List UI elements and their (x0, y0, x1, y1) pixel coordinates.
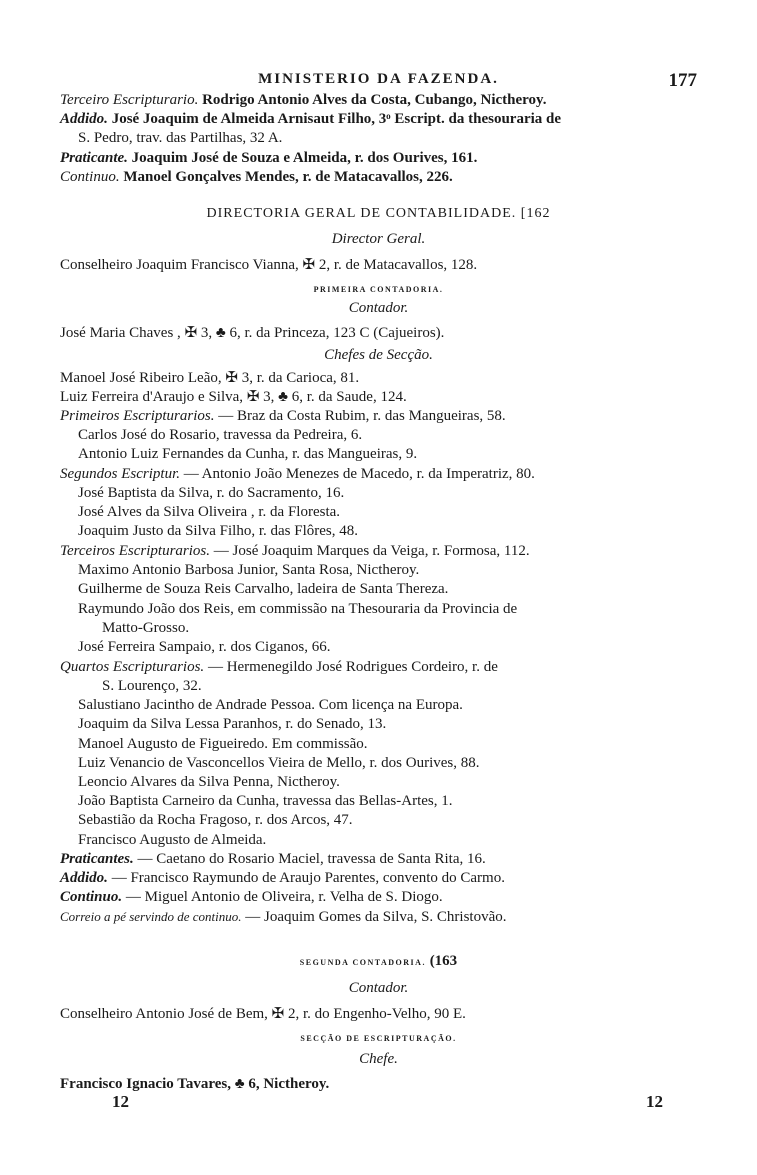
order-cross-icon: ✠ (225, 370, 238, 386)
order-cross-icon: ✠ (302, 257, 316, 273)
seccao-title: SECÇÃO DE ESCRIPTURAÇÃO. (300, 1034, 457, 1043)
role-label: Terceiros Escripturarios. (60, 543, 211, 559)
contador-label: Contador. (348, 300, 409, 316)
chefe-entry: Manoel José Ribeiro Leão, ✠ 3, r. da Carioca, 81. (60, 370, 360, 386)
list-item: Joaquim Justo da Silva Filho, r. das Flôres, 48. (78, 523, 359, 539)
role-label: Continuo. (60, 889, 123, 905)
entry-addido-cont (78, 129, 282, 147)
order-rose-icon: ♣ (278, 389, 288, 405)
running-head: MINISTERIO DA FAZENDA. (258, 71, 499, 87)
list-item: Carlos José do Rosario, travessa da Pedreira, 6. (78, 427, 363, 443)
list-item: Correio a pé servindo de continuo. — Joaquim Gomes da Silva, S. Christovão. (60, 909, 507, 925)
list-item: Sebastião da Rocha Fragoso, r. dos Arcos, 47. (78, 812, 353, 828)
contador-entry: Conselheiro Antonio José de Bem, ✠ 2, r. do Engenho-Velho, 90 E. (60, 1006, 466, 1022)
list-item: João Baptista Carneiro da Cunha, travessa das Bellas-Artes, 1. (78, 793, 453, 809)
role-label: Praticante. (60, 150, 128, 166)
list-item: José Baptista da Silva, r. do Sacramento, 16. (78, 485, 345, 501)
list-item: Terceiros Escripturarios. — José Joaquim Marques da Veiga, r. Formosa, 112. (60, 543, 530, 559)
list-item: Primeiros Escripturarios. — Braz da Costa Rubim, r. das Mangueiras, 58. (60, 408, 506, 424)
section-title-segunda: SEGUNDA CONTADORIA. (163 (299, 953, 458, 969)
role-label: Addido. (60, 870, 108, 886)
list-item: Antonio Luiz Fernandes da Cunha, r. das Mangueiras, 9. (78, 446, 418, 462)
entry-text: Rodrigo Antonio Alves da Costa, Cubango, Nictheroy. (198, 92, 547, 108)
list-item: S. Lourenço, 32. (102, 678, 202, 694)
director-entry: Conselheiro Joaquim Francisco Vianna, ✠ 2, r. de Matacavallos, 128. (60, 257, 478, 273)
role-label: Primeiros Escripturarios. (60, 408, 215, 424)
list-item: Salustiano Jacintho de Andrade Pessoa. Com licença na Europa. (78, 697, 463, 713)
signature-mark-left: 12 (112, 1092, 129, 1111)
list-item: Luiz Venancio de Vasconcellos Vieira de Mello, r. dos Ourives, 88. (78, 755, 480, 771)
role-label: Quartos Escripturarios. (60, 659, 205, 675)
chefes-label: Chefes de Secção. (324, 347, 433, 363)
order-rose-icon: ♣ (234, 1076, 245, 1092)
signature-mark-right: 12 (646, 1092, 663, 1111)
chefe-entry: Francisco Ignacio Tavares, ♣ 6, Nictheroy. (60, 1076, 330, 1092)
list-item: Matto-Grosso. (102, 620, 190, 636)
order-cross-icon: ✠ (271, 1006, 285, 1022)
section-title-primeira: PRIMEIRA CONTADORIA. (313, 285, 444, 294)
list-item: Continuo. — Miguel Antonio de Oliveira, r. Velha de S. Diogo. (60, 889, 443, 905)
role-label: Terceiro Escripturario. (60, 92, 199, 108)
entry-text: S. Pedro, trav. das Partilhas, 32 A. (78, 130, 283, 146)
entry-text: Manoel Gonçalves Mendes, r. de Matacavallos, 226. (119, 169, 453, 185)
order-cross-icon: ✠ (246, 389, 260, 405)
entry-addido (60, 110, 561, 128)
contador-label: Contador. (348, 980, 409, 996)
entry-terceiro (60, 91, 546, 109)
list-item: Addido. — Francisco Raymundo de Araujo Parentes, convento do Carmo. (60, 870, 505, 886)
list-item: Raymundo João dos Reis, em commissão na Thesouraria da Provincia de (78, 601, 518, 617)
list-item: Maximo Antonio Barbosa Junior, Santa Rosa, Nictheroy. (78, 562, 420, 578)
contador-entry: José Maria Chaves , ✠ 3, ♣ 6, r. da Princeza, 123 C (Cajueiros). (60, 325, 445, 341)
list-item: Joaquim da Silva Lessa Paranhos, r. do Senado, 13. (78, 716, 387, 732)
page-number: 177 (668, 70, 697, 91)
list-item: Praticantes. — Caetano do Rosario Maciel, travessa de Santa Rita, 16. (60, 851, 486, 867)
entry-text: Joaquim José de Souza e Almeida, r. dos Ourives, 161. (127, 150, 478, 166)
role-label: Addido. (60, 111, 108, 127)
chefe-entry: Luiz Ferreira d'Araujo e Silva, ✠ 3, ♣ 6, r. da Saude, 124. (60, 389, 407, 405)
list-item: José Alves da Silva Oliveira , r. da Floresta. (78, 504, 341, 520)
list-item: Guilherme de Souza Reis Carvalho, ladeira de Santa Thereza. (78, 581, 449, 597)
role-label: Praticantes. (60, 851, 134, 867)
role-label: Continuo. (60, 169, 120, 185)
list-item: Segundos Escriptur. — Antonio João Menezes de Macedo, r. da Imperatriz, 80. (60, 466, 535, 482)
list-item: Francisco Augusto de Almeida. (78, 832, 267, 848)
order-cross-icon: ✠ (184, 325, 198, 341)
list-item: Leoncio Alvares da Silva Penna, Nictheroy. (78, 774, 340, 790)
entry-praticante (60, 149, 477, 167)
role-label: Segundos Escriptur. (60, 466, 180, 482)
order-rose-icon: ♣ (215, 325, 226, 341)
director-label: Director Geral. (331, 231, 426, 247)
chefe-label: Chefe. (359, 1051, 398, 1067)
role-label: Correio a pé servindo de continuo. (60, 909, 242, 924)
entry-continuo (60, 168, 453, 186)
list-item: José Ferreira Sampaio, r. dos Ciganos, 66. (78, 639, 331, 655)
list-item: Manoel Augusto de Figueiredo. Em commissão. (78, 736, 368, 752)
section-title-directoria: DIRECTORIA GERAL DE CONTABILIDADE. [162 (206, 206, 551, 221)
list-item: Quartos Escripturarios. — Hermenegildo José Rodrigues Cordeiro, r. de (60, 659, 498, 675)
entry-text: José Joaquim de Almeida Arnisaut Filho, 3ᵒ Escript. da thesouraria de (107, 111, 562, 127)
